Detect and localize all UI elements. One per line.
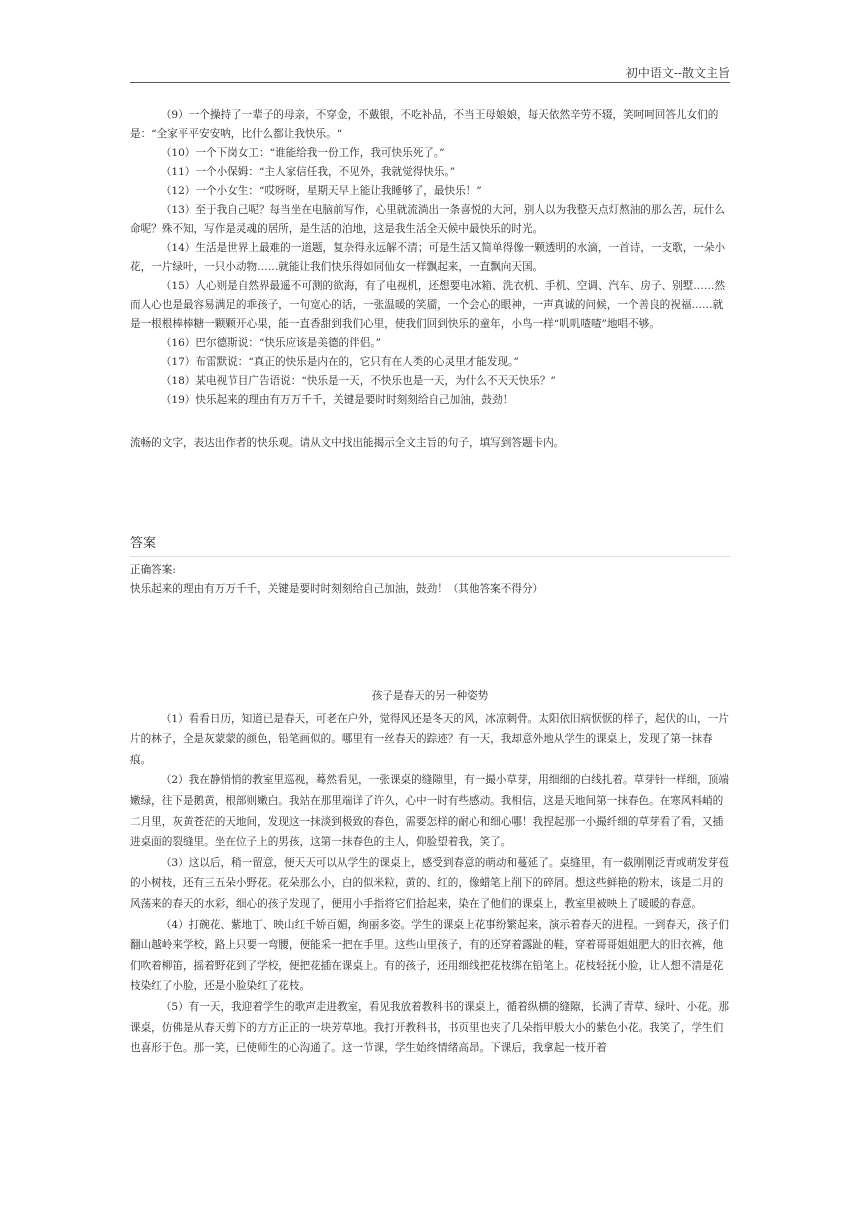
paragraph-1: （1）看看日历，知道已是春天，可老在户外，觉得风还是冬天的风，冰凉刺骨。太阳依旧病恹恹的样子，起伏的山，一片片的林子，全是灰蒙蒙的颜色，铅笔画似的。哪里有一丝春天的踪迹？有一天，我却意外地从学生的课桌上，发现了第一抹春痕。 — [130, 712, 729, 766]
answer-heading: 答案 — [130, 536, 730, 557]
paragraph-18: （18）某电视节目广告语说：“快乐是一天，不快乐也是一天，为什么不天天快乐？” — [160, 375, 556, 387]
paragraph-14: （14）生活是世界上最难的一道题，复杂得永远解不清；可是生活又简单得像一颗透明的水滴，一首诗，一支歌，一朵小花，一片绿叶，一只小动物……就能让我们快乐得如同仙女一样飘起来，一直飘向天国。 — [130, 242, 726, 273]
paragraph-9: （9）一个操持了一辈子的母亲，不穿金，不戴银，不吃补品，不当王母娘娘，每天依然辛劳不辍，笑呵呵回答儿女们的是：“全家平平安安呐，比什么都让我快乐。“ — [130, 109, 719, 140]
paragraph-13: （13）至于我自己呢？每当坐在电脑前写作，心里就流淌出一条喜悦的大河，别人以为我整天点灯熬油的那么苦，玩什么命呢？殊不知，写作是灵魂的居所，是生活的泊地，这是我生活全天候中最快乐的时光。 — [130, 204, 726, 235]
passage-title: 孩子是春天的另一种姿势 — [371, 690, 489, 702]
paragraph-4: （4）打碗花、紫地丁、映山红千娇百媚，绚丽多姿。学生的课桌上花事纷繁起来，演示着春天的进程。一到春天，孩子们翻山越岭来学校，路上只要一弯腰，便能采一把在手里。这些山里孩子，有的还穿着露趾的鞋，穿着哥哥姐姐肥大的旧衣裤，他们吹着柳笛，摇着野花到了学校，便把花插在课桌上。有的孩子，还用细线把花枝绑在铅笔上。花枝轻抚小脸，让人想不清是花枝染红了小脸，还是小脸染红了花枝。 — [130, 918, 729, 993]
paragraph-17: （17）布雷默说：“真正的快乐是内在的，它只有在人类的心灵里才能发现。” — [160, 356, 519, 368]
question-text: 流畅的文字，表达出作者的快乐观。请从文中找出能揭示全文主旨的句子，填写到答题卡内。 — [130, 437, 565, 449]
paragraph-10: （10）一个下岗女工：“谁能给我一份工作，我可快乐死了。” — [160, 147, 445, 159]
paragraph-12: （12）一个小女生：“哎呀呀，星期天早上能让我睡够了，最快乐！” — [160, 185, 482, 197]
passage-section-2 — [130, 686, 730, 1059]
paragraph-2: （2）我在静悄悄的教室里巡视，蓦然看见，一张课桌的缝隙里，有一撮小草芽，用细细的白线扎着。草芽针一样细，顶端嫩绿，往下是鹅黄，根部则嫩白。我站在那里端详了许久，心中一时有些感动。我相信，这是天地间第一抹春色。在寒风料峭的二月里，灰黄苍茫的天地间，发现这一抹淡到极致的春色，需要怎样的耐心和细心哪！我捏起那一小撮纤细的草芽看了看，又插进桌面的裂缝里。坐在位子上的男孩，这第一抹春色的主人，仰脸望着我，笑了。 — [130, 774, 729, 849]
answer-label: 正确答案: — [130, 564, 176, 576]
answer-text: 快乐起来的理由有万万千千，关键是要时时刻刻给自己加油，鼓劲！（其他答案不得分） — [130, 583, 544, 595]
passage-section-1 — [130, 106, 730, 453]
paragraph-11: （11）一个小保姆：“主人家信任我，不见外，我就觉得快乐。” — [160, 166, 456, 178]
paragraph-19: （19）快乐起来的理由有万万千千，关键是要时时刻刻给自己加油，鼓劲！ — [160, 394, 514, 406]
paragraph-5: （5）有一天，我迎着学生的歌声走进教室，看见我放着教科书的课桌上，循着纵横的缝隙，长满了青草、绿叶、小花。那课桌，仿佛是从春天剪下的方方正正的一块芳草地。我打开教科书，书页里也夹了几朵指甲般大小的紫色小花。我笑了，学生们也喜形于色。那一笑，已使师生的心沟通了。这一节课，学生始终情绪高昂。下课后，我拿起一枝开着 — [130, 1000, 729, 1055]
answer-block — [130, 561, 730, 599]
paragraph-3: （3）这以后，稍一留意，便天天可以从学生的课桌上，感受到春意的萌动和蔓延了。桌缝里，有一截刚刚泛青或萌发芽苞的小树枝，还有三五朵小野花。花朵那么小，白的似米粒，黄的、红的，像蜡笔上削下的碎屑。想这些鲜艳的粉末，该是二月的风荡来的春天的水彩，细心的孩子发现了，便用小手指将它们拾起来，染在了他们的课桌上，教室里被映上了暖暖的春意。 — [130, 856, 729, 910]
paragraph-15: （15）人心则是自然界最遥不可测的欲海，有了电视机，还想要电冰箱、洗衣机、手机、空调、汽车、房子、别墅……然而人心也是最容易满足的乖孩子，一句宽心的话，一张温暖的笑靥，一个会心的眼神，一声真诚的问候，一个善良的祝福……就是一根根棒棒糖一颗颗开心果，能一直香甜到我们心里，使我们回到快乐的童年，小鸟一样“叽叽喳喳”地唱不够。 — [130, 280, 726, 330]
subject-label: 初中语文--散文主旨 — [625, 66, 730, 80]
page-header — [130, 64, 730, 83]
paragraph-16: （16）巴尔德斯说：“快乐应该是美德的伴侣。” — [160, 337, 382, 349]
